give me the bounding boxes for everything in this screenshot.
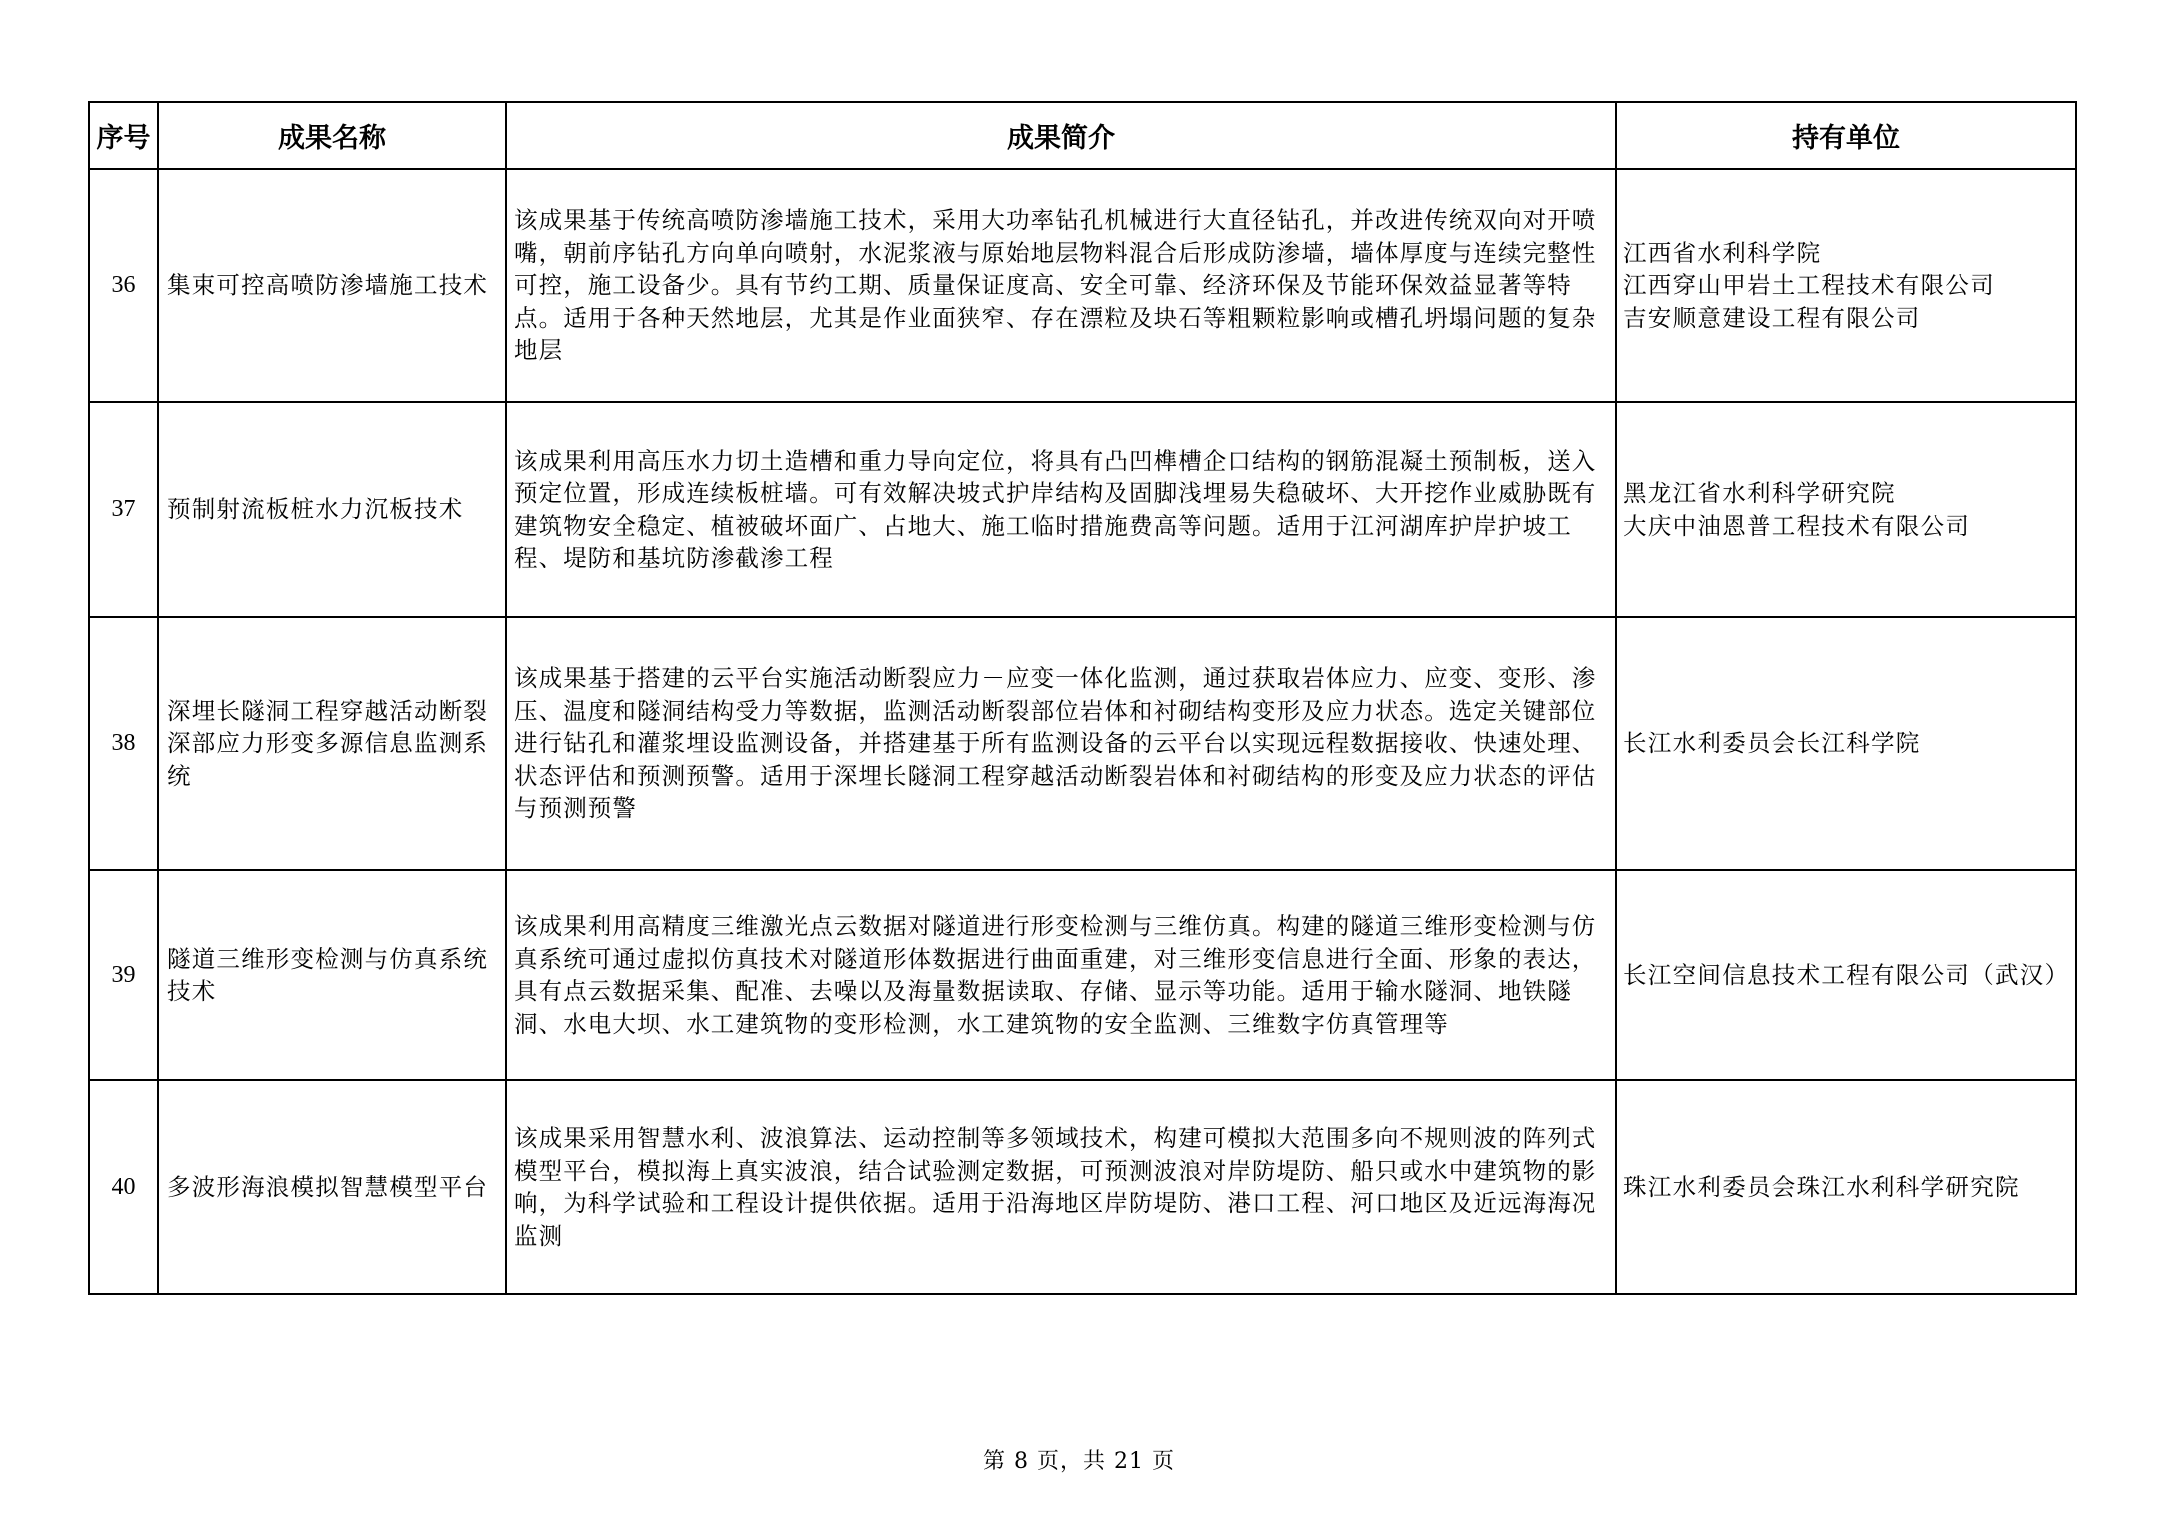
row-result-name: 预制射流板桩水力沉板技术 <box>158 402 506 617</box>
row-serial-number: 39 <box>89 870 158 1080</box>
header-holder-unit: 持有单位 <box>1616 102 2076 169</box>
table-row <box>89 1080 2076 1294</box>
table-row <box>89 870 2076 1080</box>
row-serial-number: 36 <box>89 169 158 402</box>
row-serial-number: 37 <box>89 402 158 617</box>
row-serial-number: 40 <box>89 1080 158 1294</box>
row-holder-units <box>1616 402 2076 617</box>
header-result-summary: 成果简介 <box>506 102 1616 169</box>
row-result-summary: 该成果基于搭建的云平台实施活动断裂应力－应变一体化监测，通过获取岩体应力、应变、变形、渗压、温度和隧洞结构受力等数据，监测活动断裂部位岩体和衬砌结构变形及应力状态。选定关键部位进行钻孔和灌浆埋设监测设备，并搭建基于所有监测设备的云平台以实现远程数据接收、快速处理、状态评估和预测预警。适用于深埋长隧洞工程穿越活动断裂岩体和衬砌结构的形变及应力状态的评估与预测预警 <box>506 617 1616 870</box>
holder-unit: 江西穿山甲岩土工程技术有限公司 <box>1623 271 1995 300</box>
table-row <box>89 617 2076 870</box>
holder-unit: 江西省水利科学院 <box>1623 238 1822 267</box>
row-result-name: 隧道三维形变检测与仿真系统技术 <box>158 870 506 1080</box>
holder-unit: 珠江水利委员会珠江水利科学研究院 <box>1623 1172 2020 1201</box>
table-header-row <box>89 102 2076 169</box>
table-row <box>89 402 2076 617</box>
row-holder-units <box>1616 617 2076 870</box>
row-result-summary: 该成果利用高压水力切土造槽和重力导向定位，将具有凸凹榫槽企口结构的钢筋混凝土预制板，送入预定位置，形成连续板桩墙。可有效解决坡式护岸结构及固脚浅埋易失稳破坏、大开挖作业威胁既有建筑物安全稳定、植被破坏面广、占地大、施工临时措施费高等问题。适用于江河湖库护岸护坡工程、堤防和基坑防渗截渗工程 <box>506 402 1616 617</box>
holder-unit: 长江水利委员会长江科学院 <box>1623 729 1921 758</box>
page-number-footer: 第 8 页，共 21 页 <box>983 1449 1175 1474</box>
header-result-name: 成果名称 <box>158 102 506 169</box>
row-result-name: 集束可控高喷防渗墙施工技术 <box>158 169 506 402</box>
holder-unit: 黑龙江省水利科学研究院 <box>1623 479 1896 507</box>
row-holder-units <box>1616 169 2076 402</box>
row-result-name: 深埋长隧洞工程穿越活动断裂深部应力形变多源信息监测系统 <box>158 617 506 870</box>
header-serial-number: 序号 <box>89 102 158 169</box>
row-result-name: 多波形海浪模拟智慧模型平台 <box>158 1080 506 1294</box>
row-result-summary: 该成果基于传统高喷防渗墙施工技术，采用大功率钻孔机械进行大直径钻孔，并改进传统双向对开喷嘴，朝前序钻孔方向单向喷射，水泥浆液与原始地层物料混合后形成防渗墙，墙体厚度与连续完整性可控，施工设备少。具有节约工期、质量保证度高、安全可靠、经济环保及节能环保效益显著等特点。适用于各种天然地层，尤其是作业面狭窄、存在漂粒及块石等粗颗粒影响或槽孔坍塌问题的复杂地层 <box>506 169 1616 402</box>
row-holder-units <box>1616 1080 2076 1294</box>
row-holder-units <box>1616 870 2076 1080</box>
holder-unit: 长江空间信息技术工程有限公司（武汉） <box>1623 960 2070 989</box>
row-result-summary: 该成果采用智慧水利、波浪算法、运动控制等多领域技术，构建可模拟大范围多向不规则波的阵列式模型平台，模拟海上真实波浪，结合试验测定数据，可预测波浪对岸防堤防、船只或水中建筑物的影响，为科学试验和工程设计提供依据。适用于沿海地区岸防堤防、港口工程、河口地区及近远海海况监测 <box>506 1080 1616 1294</box>
holder-unit: 吉安顺意建设工程有限公司 <box>1623 303 1921 332</box>
holder-unit: 大庆中油恩普工程技术有限公司 <box>1623 511 1971 540</box>
row-serial-number: 38 <box>89 617 158 870</box>
results-table <box>88 101 2077 1295</box>
row-result-summary: 该成果利用高精度三维激光点云数据对隧道进行形变检测与三维仿真。构建的隧道三维形变检测与仿真系统可通过虚拟仿真技术对隧道形体数据进行曲面重建，对三维形变信息进行全面、形象的表达，具有点云数据采集、配准、去噪以及海量数据读取、存储、显示等功能。适用于输水隧洞、地铁隧洞、水电大坝、水工建筑物的变形检测，水工建筑物的安全监测、三维数字仿真管理等 <box>506 870 1616 1080</box>
table-row <box>89 169 2076 402</box>
